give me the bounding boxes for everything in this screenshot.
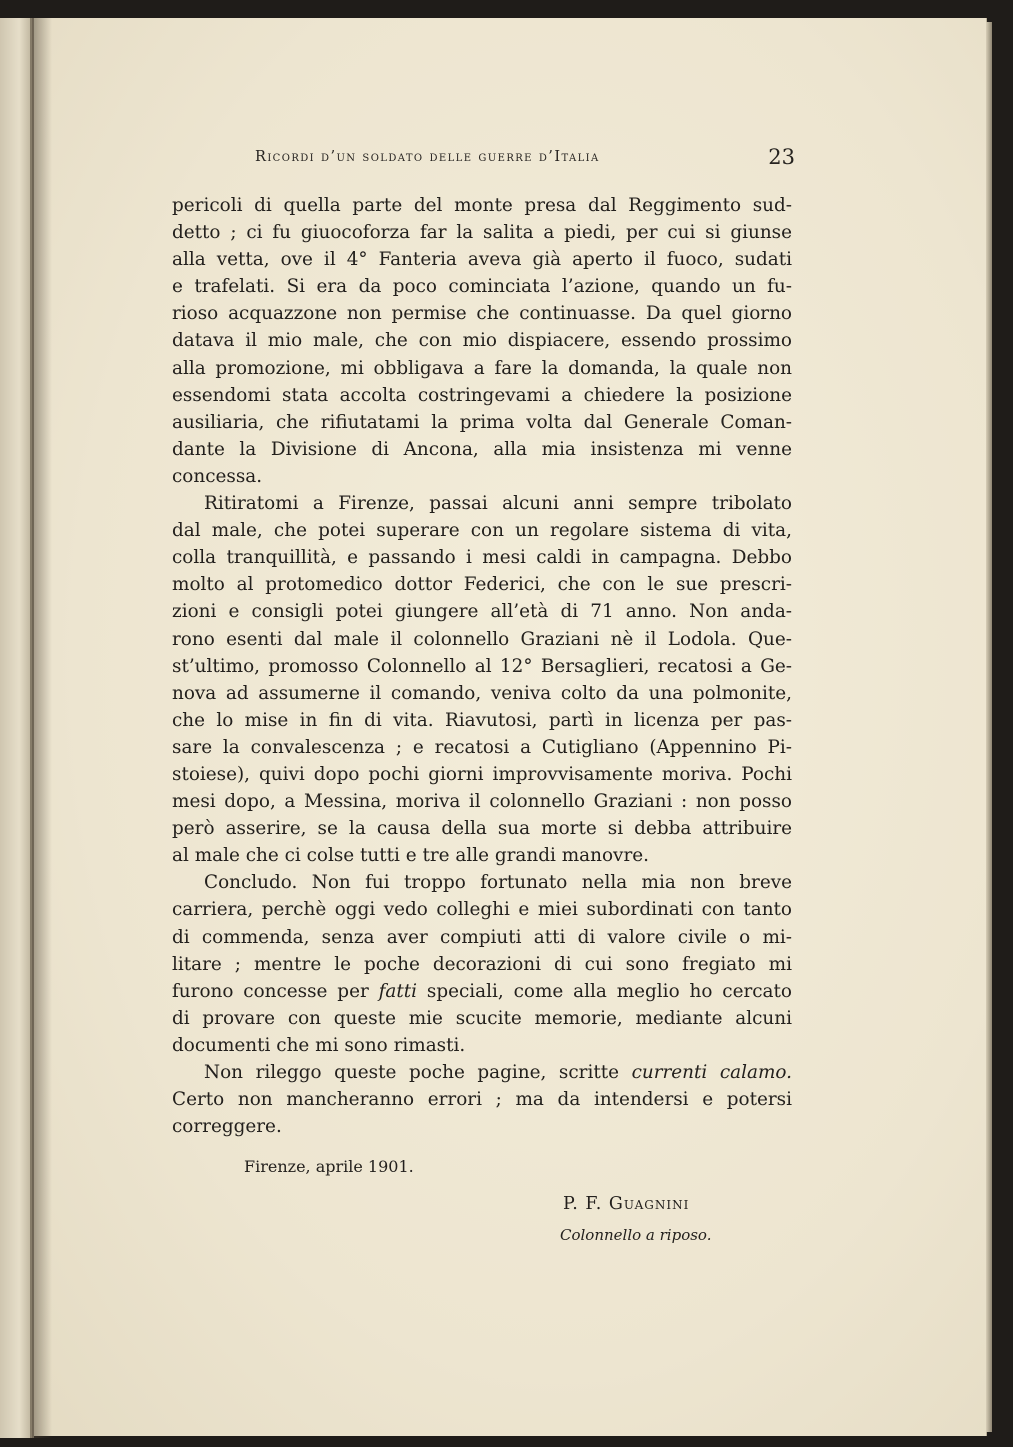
text-line: documenti che mi sono rimasti. xyxy=(172,1034,466,1056)
text-segment: speciali, come alla meglio ho cercato xyxy=(426,980,792,1002)
text-line: detto ; ci fu giuocoforza far la salita a piedi, per cui si giunse xyxy=(172,222,792,244)
text-line: dal male, che potei superare con un regolare sistema di vita, xyxy=(172,520,792,542)
text-line: litare ; mentre le poche decorazioni di cui sono fregiato mi xyxy=(172,953,792,975)
text-line: però asserire, se la causa della sua morte si debba attribuire xyxy=(172,818,792,840)
text-line: sare la convalescenza ; e recatosi a Cutigliano (Appennino Pi- xyxy=(172,736,792,758)
dateline: Firenze, aprile 1901. xyxy=(244,1157,414,1176)
text-line: di commenda, senza aver compiuti atti di valore civile o mi- xyxy=(172,926,792,948)
text-line: di provare con queste mie scucite memorie, mediante alcuni xyxy=(172,1007,792,1029)
text-line: rioso acquazzone non permise che continuasse. Da quel giorno xyxy=(172,303,792,325)
text-line: datava il mio male, che con mio dispiacere, essendo prossimo xyxy=(172,330,792,352)
text-line: alla vetta, ove il 4° Fanteria aveva già aperto il fuoco, sudati xyxy=(172,249,792,271)
signature-rank: Colonnello a riposo. xyxy=(560,1226,712,1244)
page-number: 23 xyxy=(768,145,795,169)
text-line: colla tranquillità, e passando i mesi caldi in campagna. Debbo xyxy=(172,547,792,569)
text-line: nova ad assumerne il comando, veniva colto da una polmonite, xyxy=(172,682,792,704)
text-line: Ritiratomi a Firenze, passai alcuni anni sempre tribolato xyxy=(204,493,792,515)
text-segment: Non rileggo queste poche pagine, scritte xyxy=(204,1062,619,1083)
running-title: Ricordi d’un soldato delle guerre d’Italia xyxy=(255,149,600,165)
text-line: Certo non mancheranno errori ; ma da intendersi e potersi xyxy=(172,1089,792,1111)
left-page-edge xyxy=(0,18,34,1438)
body-text xyxy=(172,192,792,1140)
text-line: che lo mise in fin di vita. Riavutosi, partì in licenza per pas- xyxy=(172,709,792,731)
text-line: correggere. xyxy=(172,1116,282,1138)
text-line: Concludo. Non fui troppo fortunato nella mia non breve xyxy=(204,872,792,894)
text-line: al male che ci colse tutti e tre alle grandi manovre. xyxy=(172,845,649,867)
signature-name: P. F. Guagnini xyxy=(563,1194,690,1214)
text-line: carriera, perchè oggi vedo colleghi e miei subordinati con tanto xyxy=(172,899,792,921)
text-line: dante la Divisione di Ancona, alla mia insistenza mi venne xyxy=(172,438,792,460)
text-line: molto al protomedico dottor Federici, che con le sue prescri- xyxy=(172,574,792,596)
text-line: mesi dopo, a Messina, moriva il colonnello Graziani : non posso xyxy=(172,791,792,813)
text-segment: furono concesse per xyxy=(172,980,369,1002)
text-line xyxy=(172,978,792,1005)
text-line: alla promozione, mi obbligava a fare la domanda, la quale non xyxy=(172,357,792,379)
italic-word: fatti xyxy=(378,980,418,1002)
page-header xyxy=(255,145,795,171)
text-line: stoiese), quivi dopo pochi giorni improvvisamente moriva. Pochi xyxy=(172,763,792,785)
gutter-shadow xyxy=(30,18,52,1438)
italic-phrase: currenti calamo. xyxy=(631,1062,792,1083)
text-line: zioni e consigli potei giungere all’età di 71 anno. Non anda- xyxy=(172,601,792,623)
page-right-edge xyxy=(986,22,992,1432)
text-line: pericoli di quella parte del monte presa dal Reggimento sud- xyxy=(172,195,792,216)
text-line: essendomi stata accolta costringevami a chiedere la posizione xyxy=(172,384,792,406)
text-line: ausiliaria, che rifiutatami la prima volta dal Generale Coman- xyxy=(172,411,792,433)
text-line xyxy=(172,1059,792,1086)
text-line: e trafelati. Si era da poco cominciata l’azione, quando un fu- xyxy=(172,276,792,298)
text-line: rono esenti dal male il colonnello Graziani nè il Lodola. Que- xyxy=(172,628,792,650)
text-line: concessa. xyxy=(172,465,263,487)
text-line: st’ultimo, promosso Colonnello al 12° Bersaglieri, recatosi a Ge- xyxy=(172,655,792,677)
